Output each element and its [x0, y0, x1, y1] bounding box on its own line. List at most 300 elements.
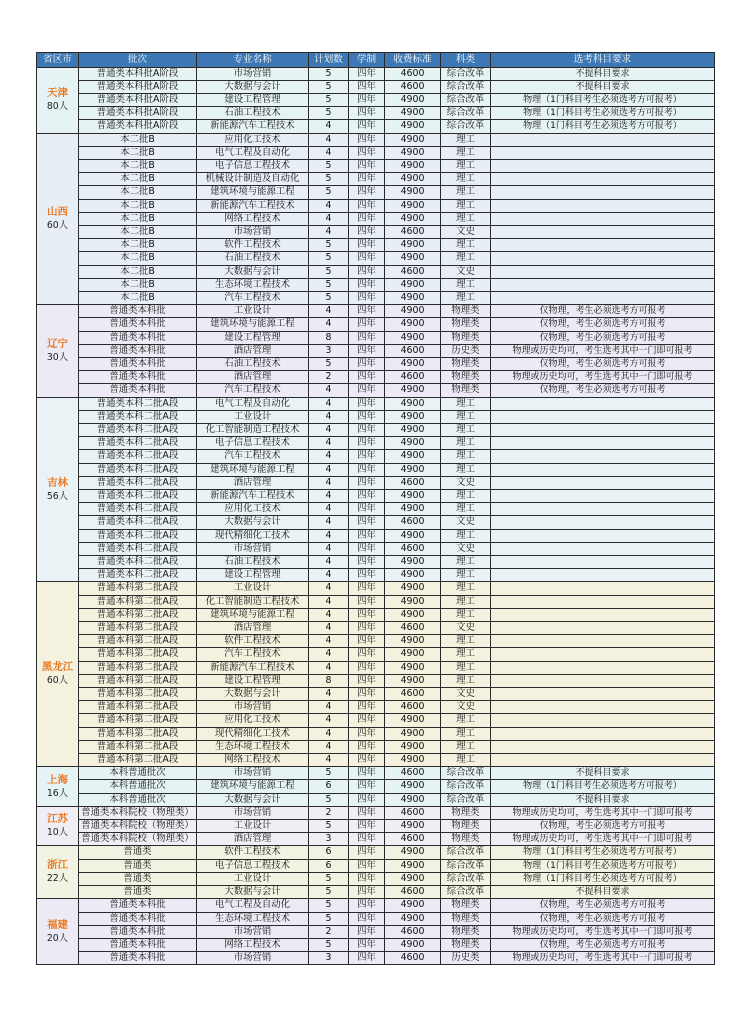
batch-cell: 普通类本科批: [79, 371, 197, 384]
major-cell: 机械设计制造及自动化: [197, 173, 309, 186]
table-header-row: [37, 53, 715, 68]
fee-cell: 4900: [385, 463, 441, 476]
fee-cell: 4600: [385, 542, 441, 555]
batch-cell: 普通类本科二批A段: [79, 437, 197, 450]
fee-cell: 4900: [385, 503, 441, 516]
duration-cell: 四年: [349, 80, 385, 93]
category-cell: 理工: [441, 754, 491, 767]
category-cell: 历史类: [441, 344, 491, 357]
batch-cell: 普通类本科批: [79, 357, 197, 370]
table-row: [37, 648, 715, 661]
province-total-count: 22人: [46, 873, 69, 885]
table-row: [37, 635, 715, 648]
duration-cell: 四年: [349, 608, 385, 621]
duration-cell: 四年: [349, 503, 385, 516]
fee-cell: 4900: [385, 212, 441, 225]
duration-cell: 四年: [349, 476, 385, 489]
header-duration: 学制: [349, 53, 385, 68]
plan-count-cell: 4: [309, 146, 349, 159]
batch-cell: 普通类本科批A阶段: [79, 67, 197, 80]
table-row: [37, 661, 715, 674]
fee-cell: 4900: [385, 146, 441, 159]
duration-cell: 四年: [349, 793, 385, 806]
batch-cell: 普通类本科批: [79, 331, 197, 344]
subject-requirement-cell: 物理或历史均可，考生选考其中一门即可报考: [491, 952, 715, 965]
major-cell: 电气工程及自动化: [197, 146, 309, 159]
major-cell: 大数据与会计: [197, 793, 309, 806]
plan-count-cell: 3: [309, 833, 349, 846]
duration-cell: 四年: [349, 595, 385, 608]
category-cell: 物理类: [441, 925, 491, 938]
fee-cell: 4900: [385, 754, 441, 767]
plan-count-cell: 5: [309, 159, 349, 172]
duration-cell: 四年: [349, 252, 385, 265]
major-cell: 软件工程技术: [197, 635, 309, 648]
major-cell: 市场营销: [197, 767, 309, 780]
subject-requirement-cell: [491, 186, 715, 199]
subject-requirement-cell: 物理（1门科目考生必须选考方可报考）: [491, 859, 715, 872]
province-total-count: 20人: [46, 932, 69, 944]
province-cell: [37, 806, 79, 846]
subject-requirement-cell: 仅物理，考生必须选考方可报考: [491, 318, 715, 331]
batch-cell: 普通类本科批: [79, 344, 197, 357]
duration-cell: 四年: [349, 872, 385, 885]
subject-requirement-cell: 不提科目要求: [491, 767, 715, 780]
plan-count-cell: 4: [309, 225, 349, 238]
duration-cell: 四年: [349, 93, 385, 106]
category-cell: 理工: [441, 648, 491, 661]
province-total-count: 10人: [46, 827, 69, 839]
category-cell: 物理类: [441, 357, 491, 370]
batch-cell: 本二批B: [79, 159, 197, 172]
province-cell: [37, 899, 79, 965]
plan-count-cell: 4: [309, 463, 349, 476]
batch-cell: 普通类本科二批A段: [79, 397, 197, 410]
duration-cell: 四年: [349, 912, 385, 925]
batch-cell: 普通本科第二批A段: [79, 674, 197, 687]
duration-cell: 四年: [349, 173, 385, 186]
table-row: [37, 384, 715, 397]
category-cell: 理工: [441, 740, 491, 753]
duration-cell: 四年: [349, 582, 385, 595]
subject-requirement-cell: 物理或历史均可，考生选考其中一门即可报考: [491, 833, 715, 846]
table-row: [37, 780, 715, 793]
plan-count-cell: 4: [309, 212, 349, 225]
fee-cell: 4900: [385, 291, 441, 304]
province-total-count: 60人: [46, 675, 69, 687]
major-cell: 建设工程管理: [197, 674, 309, 687]
fee-cell: 4900: [385, 912, 441, 925]
province-name: 浙江: [47, 859, 68, 872]
major-cell: 工业设计: [197, 872, 309, 885]
duration-cell: 四年: [349, 674, 385, 687]
category-cell: 理工: [441, 727, 491, 740]
fee-cell: 4900: [385, 397, 441, 410]
duration-cell: 四年: [349, 384, 385, 397]
subject-requirement-cell: [491, 476, 715, 489]
plan-count-cell: 4: [309, 397, 349, 410]
table-row: [37, 120, 715, 133]
fee-cell: 4900: [385, 384, 441, 397]
duration-cell: 四年: [349, 556, 385, 569]
batch-cell: 普通类本科二批A段: [79, 569, 197, 582]
major-cell: 建筑环境与能源工程: [197, 780, 309, 793]
subject-requirement-cell: 不提科目要求: [491, 886, 715, 899]
batch-cell: 本二批B: [79, 186, 197, 199]
table-row: [37, 107, 715, 120]
batch-cell: 普通类本科二批A段: [79, 476, 197, 489]
batch-cell: 普通类: [79, 859, 197, 872]
plan-count-cell: 5: [309, 80, 349, 93]
subject-requirement-cell: [491, 463, 715, 476]
category-cell: 综合改革: [441, 859, 491, 872]
batch-cell: 普通类本科批: [79, 912, 197, 925]
duration-cell: 四年: [349, 542, 385, 555]
batch-cell: 普通类本科批A阶段: [79, 120, 197, 133]
duration-cell: 四年: [349, 331, 385, 344]
category-cell: 综合改革: [441, 120, 491, 133]
category-cell: 理工: [441, 212, 491, 225]
category-cell: 理工: [441, 437, 491, 450]
subject-requirement-cell: [491, 516, 715, 529]
fee-cell: 4900: [385, 93, 441, 106]
batch-cell: 普通类本科批: [79, 938, 197, 951]
plan-count-cell: 5: [309, 239, 349, 252]
major-cell: 网络工程技术: [197, 938, 309, 951]
major-cell: 生态环境工程技术: [197, 912, 309, 925]
category-cell: 物理类: [441, 912, 491, 925]
table-row: [37, 556, 715, 569]
subject-requirement-cell: [491, 437, 715, 450]
subject-requirement-cell: [491, 622, 715, 635]
subject-requirement-cell: 仅物理，考生必须选考方可报考: [491, 384, 715, 397]
subject-requirement-cell: [491, 688, 715, 701]
major-cell: 应用化工技术: [197, 714, 309, 727]
table-row: [37, 701, 715, 714]
duration-cell: 四年: [349, 767, 385, 780]
duration-cell: 四年: [349, 661, 385, 674]
major-cell: 电气工程及自动化: [197, 397, 309, 410]
duration-cell: 四年: [349, 622, 385, 635]
batch-cell: 普通类本科二批A段: [79, 490, 197, 503]
duration-cell: 四年: [349, 450, 385, 463]
plan-count-cell: 4: [309, 476, 349, 489]
table-row: [37, 569, 715, 582]
subject-requirement-cell: [491, 674, 715, 687]
category-cell: 理工: [441, 556, 491, 569]
batch-cell: 普通类本科批: [79, 899, 197, 912]
plan-count-cell: 5: [309, 67, 349, 80]
subject-requirement-cell: [491, 582, 715, 595]
subject-requirement-cell: [491, 278, 715, 291]
table-row: [37, 318, 715, 331]
plan-count-cell: 4: [309, 516, 349, 529]
province-cell: [37, 67, 79, 133]
fee-cell: 4900: [385, 331, 441, 344]
category-cell: 文史: [441, 476, 491, 489]
duration-cell: 四年: [349, 437, 385, 450]
category-cell: 物理类: [441, 833, 491, 846]
batch-cell: 本科普通批次: [79, 780, 197, 793]
category-cell: 综合改革: [441, 107, 491, 120]
batch-cell: 普通本科第二批A段: [79, 595, 197, 608]
duration-cell: 四年: [349, 265, 385, 278]
plan-count-cell: 4: [309, 582, 349, 595]
province-cell: [37, 397, 79, 582]
subject-requirement-cell: 物理（1门科目考生必须选考方可报考）: [491, 780, 715, 793]
fee-cell: 4900: [385, 820, 441, 833]
table-row: [37, 595, 715, 608]
fee-cell: 4600: [385, 806, 441, 819]
fee-cell: 4900: [385, 159, 441, 172]
category-cell: 物理类: [441, 384, 491, 397]
major-cell: 大数据与会计: [197, 886, 309, 899]
plan-count-cell: 4: [309, 450, 349, 463]
plan-count-cell: 4: [309, 740, 349, 753]
plan-count-cell: 4: [309, 622, 349, 635]
subject-requirement-cell: [491, 265, 715, 278]
subject-requirement-cell: 仅物理，考生必须选考方可报考: [491, 938, 715, 951]
subject-requirement-cell: 物理或历史均可，考生选考其中一门即可报考: [491, 925, 715, 938]
major-cell: 网络工程技术: [197, 212, 309, 225]
batch-cell: 普通类本科批: [79, 925, 197, 938]
subject-requirement-cell: 物理或历史均可，考生选考其中一门即可报考: [491, 806, 715, 819]
table-row: [37, 925, 715, 938]
table-row: [37, 225, 715, 238]
fee-cell: 4600: [385, 767, 441, 780]
subject-requirement-cell: [491, 291, 715, 304]
fee-cell: 4900: [385, 899, 441, 912]
subject-requirement-cell: [491, 423, 715, 436]
category-cell: 文史: [441, 688, 491, 701]
major-cell: 市场营销: [197, 925, 309, 938]
duration-cell: 四年: [349, 133, 385, 146]
subject-requirement-cell: [491, 556, 715, 569]
header-plan-count: 计划数: [309, 53, 349, 68]
batch-cell: 普通类本科院校（物理类）: [79, 833, 197, 846]
subject-requirement-cell: [491, 661, 715, 674]
batch-cell: 普通类本科二批A段: [79, 503, 197, 516]
duration-cell: 四年: [349, 740, 385, 753]
subject-requirement-cell: [491, 133, 715, 146]
duration-cell: 四年: [349, 67, 385, 80]
major-cell: 新能源汽车工程技术: [197, 490, 309, 503]
duration-cell: 四年: [349, 357, 385, 370]
plan-count-cell: 5: [309, 186, 349, 199]
batch-cell: 普通本科第二批A段: [79, 661, 197, 674]
table-row: [37, 344, 715, 357]
batch-cell: 普通类本科二批A段: [79, 542, 197, 555]
duration-cell: 四年: [349, 688, 385, 701]
category-cell: 理工: [441, 186, 491, 199]
category-cell: 物理类: [441, 938, 491, 951]
subject-requirement-cell: [491, 595, 715, 608]
major-cell: 应用化工技术: [197, 503, 309, 516]
fee-cell: 4900: [385, 556, 441, 569]
subject-requirement-cell: 物理（1门科目考生必须选考方可报考）: [491, 872, 715, 885]
subject-requirement-cell: [491, 410, 715, 423]
duration-cell: 四年: [349, 701, 385, 714]
major-cell: 电子信息工程技术: [197, 859, 309, 872]
table-row: [37, 688, 715, 701]
province-name: 江苏: [47, 813, 68, 826]
plan-count-cell: 4: [309, 688, 349, 701]
plan-count-cell: 8: [309, 674, 349, 687]
duration-cell: 四年: [349, 859, 385, 872]
major-cell: 大数据与会计: [197, 80, 309, 93]
batch-cell: 普通本科第二批A段: [79, 608, 197, 621]
table-row: [37, 371, 715, 384]
major-cell: 网络工程技术: [197, 754, 309, 767]
plan-count-cell: 4: [309, 661, 349, 674]
major-cell: 工业设计: [197, 582, 309, 595]
category-cell: 综合改革: [441, 872, 491, 885]
batch-cell: 普通类本科批A阶段: [79, 107, 197, 120]
province-cell: [37, 767, 79, 807]
major-cell: 新能源汽车工程技术: [197, 661, 309, 674]
duration-cell: 四年: [349, 371, 385, 384]
plan-count-cell: 4: [309, 133, 349, 146]
major-cell: 工业设计: [197, 305, 309, 318]
fee-cell: 4900: [385, 252, 441, 265]
table-row: [37, 582, 715, 595]
header-batch: 批次: [79, 53, 197, 68]
fee-cell: 4900: [385, 423, 441, 436]
category-cell: 综合改革: [441, 67, 491, 80]
table-row: [37, 423, 715, 436]
fee-cell: 4600: [385, 886, 441, 899]
plan-count-cell: 5: [309, 291, 349, 304]
table-row: [37, 727, 715, 740]
plan-count-cell: 2: [309, 371, 349, 384]
subject-requirement-cell: 仅物理，考生必须选考方可报考: [491, 331, 715, 344]
fee-cell: 4900: [385, 595, 441, 608]
category-cell: 文史: [441, 265, 491, 278]
table-row: [37, 476, 715, 489]
fee-cell: 4600: [385, 265, 441, 278]
province-name: 山西: [47, 205, 68, 218]
table-row: [37, 93, 715, 106]
major-cell: 酒店管理: [197, 344, 309, 357]
major-cell: 新能源汽车工程技术: [197, 120, 309, 133]
batch-cell: 本二批B: [79, 225, 197, 238]
category-cell: 理工: [441, 278, 491, 291]
table-row: [37, 820, 715, 833]
plan-count-cell: 4: [309, 701, 349, 714]
batch-cell: 普通类: [79, 872, 197, 885]
table-row: [37, 239, 715, 252]
major-cell: 电子信息工程技术: [197, 159, 309, 172]
fee-cell: 4900: [385, 239, 441, 252]
fee-cell: 4900: [385, 357, 441, 370]
category-cell: 综合改革: [441, 886, 491, 899]
subject-requirement-cell: [491, 159, 715, 172]
table-row: [37, 899, 715, 912]
duration-cell: 四年: [349, 806, 385, 819]
batch-cell: 普通本科第二批A段: [79, 688, 197, 701]
batch-cell: 普通类本科批: [79, 952, 197, 965]
category-cell: 理工: [441, 463, 491, 476]
duration-cell: 四年: [349, 186, 385, 199]
subject-requirement-cell: 仅物理，考生必须选考方可报考: [491, 357, 715, 370]
subject-requirement-cell: 物理或历史均可，考生选考其中一门即可报考: [491, 344, 715, 357]
duration-cell: 四年: [349, 899, 385, 912]
fee-cell: 4900: [385, 529, 441, 542]
fee-cell: 4600: [385, 67, 441, 80]
batch-cell: 普通本科第二批A段: [79, 582, 197, 595]
table-row: [37, 252, 715, 265]
province-cell: [37, 305, 79, 397]
subject-requirement-cell: [491, 701, 715, 714]
batch-cell: 普通本科第二批A段: [79, 635, 197, 648]
fee-cell: 4900: [385, 199, 441, 212]
fee-cell: 4600: [385, 688, 441, 701]
category-cell: 理工: [441, 199, 491, 212]
plan-count-cell: 2: [309, 806, 349, 819]
fee-cell: 4900: [385, 714, 441, 727]
plan-count-cell: 4: [309, 305, 349, 318]
plan-count-cell: 3: [309, 344, 349, 357]
category-cell: 理工: [441, 582, 491, 595]
fee-cell: 4900: [385, 608, 441, 621]
subject-requirement-cell: [491, 397, 715, 410]
fee-cell: 4900: [385, 173, 441, 186]
duration-cell: 四年: [349, 529, 385, 542]
header-category: 科类: [441, 53, 491, 68]
category-cell: 理工: [441, 569, 491, 582]
batch-cell: 普通类本科二批A段: [79, 556, 197, 569]
plan-count-cell: 5: [309, 252, 349, 265]
batch-cell: 本二批B: [79, 291, 197, 304]
table-row: [37, 767, 715, 780]
major-cell: 汽车工程技术: [197, 450, 309, 463]
fee-cell: 4600: [385, 516, 441, 529]
subject-requirement-cell: [491, 529, 715, 542]
plan-count-cell: 5: [309, 173, 349, 186]
table-row: [37, 173, 715, 186]
plan-count-cell: 4: [309, 648, 349, 661]
major-cell: 石油工程技术: [197, 107, 309, 120]
subject-requirement-cell: 不提科目要求: [491, 793, 715, 806]
category-cell: 理工: [441, 397, 491, 410]
duration-cell: 四年: [349, 516, 385, 529]
plan-count-cell: 6: [309, 846, 349, 859]
category-cell: 理工: [441, 490, 491, 503]
fee-cell: 4900: [385, 410, 441, 423]
fee-cell: 4600: [385, 701, 441, 714]
category-cell: 理工: [441, 291, 491, 304]
plan-count-cell: 4: [309, 608, 349, 621]
batch-cell: 普通类本科二批A段: [79, 516, 197, 529]
plan-count-cell: 6: [309, 780, 349, 793]
table-row: [37, 516, 715, 529]
province-total-count: 30人: [46, 351, 69, 363]
subject-requirement-cell: [491, 542, 715, 555]
duration-cell: 四年: [349, 410, 385, 423]
subject-requirement-cell: 不提科目要求: [491, 67, 715, 80]
major-cell: 建筑环境与能源工程: [197, 608, 309, 621]
batch-cell: 普通类本科二批A段: [79, 423, 197, 436]
fee-cell: 4900: [385, 740, 441, 753]
major-cell: 市场营销: [197, 701, 309, 714]
fee-cell: 4600: [385, 622, 441, 635]
plan-count-cell: 4: [309, 437, 349, 450]
duration-cell: 四年: [349, 727, 385, 740]
fee-cell: 4900: [385, 278, 441, 291]
table-row: [37, 67, 715, 80]
duration-cell: 四年: [349, 846, 385, 859]
plan-count-cell: 5: [309, 793, 349, 806]
